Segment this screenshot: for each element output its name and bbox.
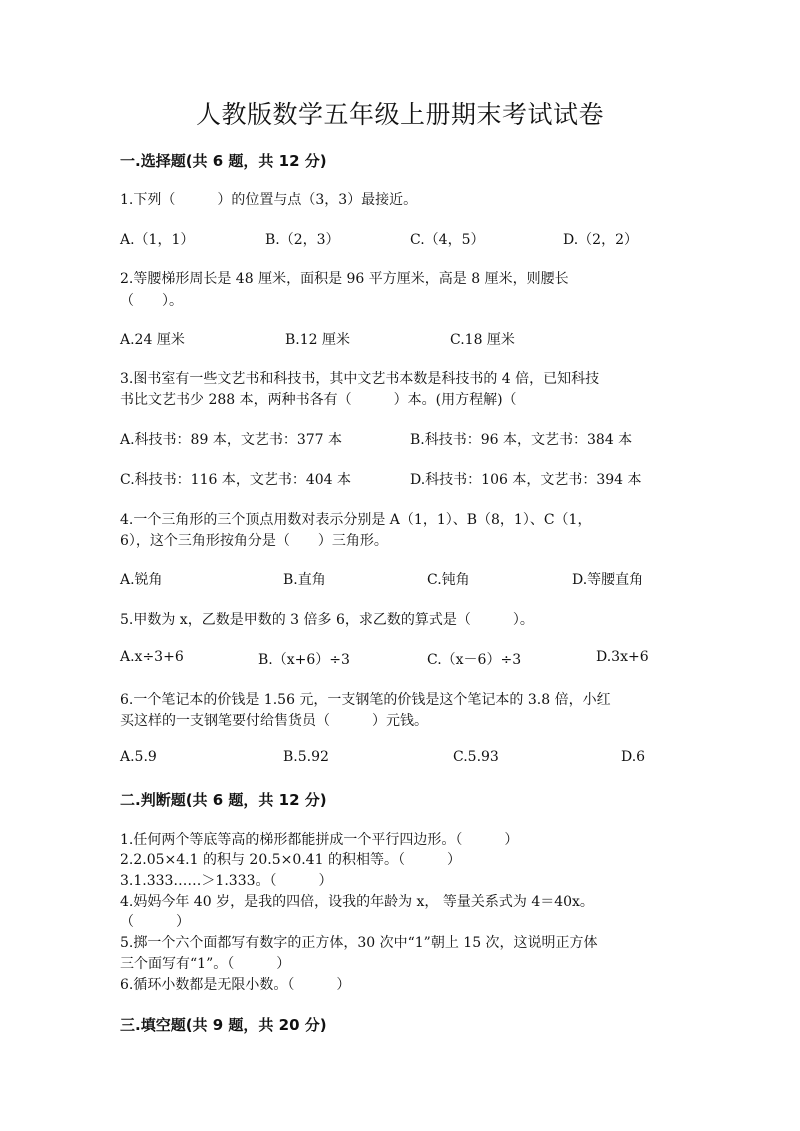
question-5-option-b: B.（x+6）÷3 <box>258 652 350 668</box>
question-4-option-b: B.直角 <box>283 572 326 588</box>
question-4-option-c: C.钝角 <box>427 572 470 588</box>
question-3-option-d: D.科技书：106 本，文艺书：394 本 <box>410 472 642 488</box>
question-5-option-d: D.3x+6 <box>596 649 649 665</box>
question-1-option-b: B.（2，3） <box>265 232 340 248</box>
page-title: 人教版数学五年级上册期末考试试卷 <box>195 100 604 129</box>
question-5-option-a: A.x÷3+6 <box>120 649 184 665</box>
question-2-text-line-1: 2.等腰梯形周长是 48 厘米，面积是 96 平方厘米，高是 8 厘米，则腰长 <box>120 271 569 287</box>
judge-line-4: 4.妈妈今年 40 岁，是我的四倍，设我的年龄为 x， 等量关系式为 4＝40x。 <box>120 894 594 910</box>
judge-line-1: 1.任何两个等底等高的梯形都能拼成一个平行四边形。（ ） <box>120 832 519 848</box>
question-2-text-line-2: （ ）。 <box>120 293 183 309</box>
question-3-text-line-2: 书比文艺书少 288 本，两种书各有（ ）本。(用方程解)（ <box>120 392 517 408</box>
question-1-option-c: C.（4，5） <box>410 232 485 248</box>
judge-line-5: 5.掷一个六个面都写有数字的正方体，30 次中“1”朝上 15 次，这说明正方体 <box>120 935 598 951</box>
judge-line-2: 2.2.05×4.1 的积与 20.5×0.41 的积相等。（ ） <box>120 852 461 868</box>
question-1-text: 1.下列（ ）的位置与点（3，3）最接近。 <box>120 192 418 208</box>
question-6-option-b: B.5.92 <box>283 749 329 765</box>
question-3-text-line-1: 3.图书室有一些文艺书和科技书，其中文艺书本数是科技书的 4 倍，已知科技 <box>120 371 600 387</box>
question-2-option-c: C.18 厘米 <box>450 332 515 348</box>
section-heading-fill: 三.填空题(共 9 题，共 20 分) <box>120 1016 327 1034</box>
question-2-option-b: B.12 厘米 <box>285 332 351 348</box>
question-3-option-c: C.科技书：116 本，文艺书：404 本 <box>120 472 352 488</box>
question-1-option-a: A.（1，1） <box>120 232 195 248</box>
question-6-option-a: A.5.9 <box>120 749 157 765</box>
question-4-text-line-1: 4.一个三角形的三个顶点用数对表示分别是 A（1，1）、B（8，1）、C（1， <box>120 512 592 528</box>
question-3-option-a: A.科技书：89 本，文艺书：377 本 <box>120 432 342 448</box>
question-3-option-b: B.科技书：96 本，文艺书：384 本 <box>410 432 633 448</box>
question-5-text: 5.甲数为 x，乙数是甲数的 3 倍多 6，求乙数的算式是（ ）。 <box>120 612 534 628</box>
question-4-option-d: D.等腰直角 <box>572 572 644 588</box>
question-1-option-d: D.（2，2） <box>563 232 638 248</box>
section-heading-choice: 一.选择题(共 6 题，共 12 分) <box>120 152 327 170</box>
judge-line-3: 3.1.333……＞1.333。（ ） <box>120 873 333 889</box>
judge-line-6: 6.循环小数都是无限小数。（ ） <box>120 977 351 993</box>
question-4-option-a: A.锐角 <box>120 572 163 588</box>
section-heading-judge: 二.判断题(共 6 题，共 12 分) <box>120 791 327 809</box>
question-6-option-c: C.5.93 <box>453 749 499 765</box>
question-5-option-c: C.（x－6）÷3 <box>427 652 522 668</box>
question-6-option-d: D.6 <box>621 749 646 765</box>
question-6-text-line-2: 买这样的一支钢笔要付给售货员（ ）元钱。 <box>120 713 428 729</box>
question-4-text-line-2: 6），这个三角形按角分是（ ）三角形。 <box>120 533 388 549</box>
judge-line-5-continued: 三个面写有“1”。（ ） <box>120 956 291 972</box>
question-6-text-line-1: 6.一个笔记本的价钱是 1.56 元，一支钢笔的价钱是这个笔记本的 3.8 倍，小红 <box>120 692 611 708</box>
question-2-option-a: A.24 厘米 <box>120 332 185 348</box>
judge-line-4-continued: （ ） <box>120 914 190 930</box>
